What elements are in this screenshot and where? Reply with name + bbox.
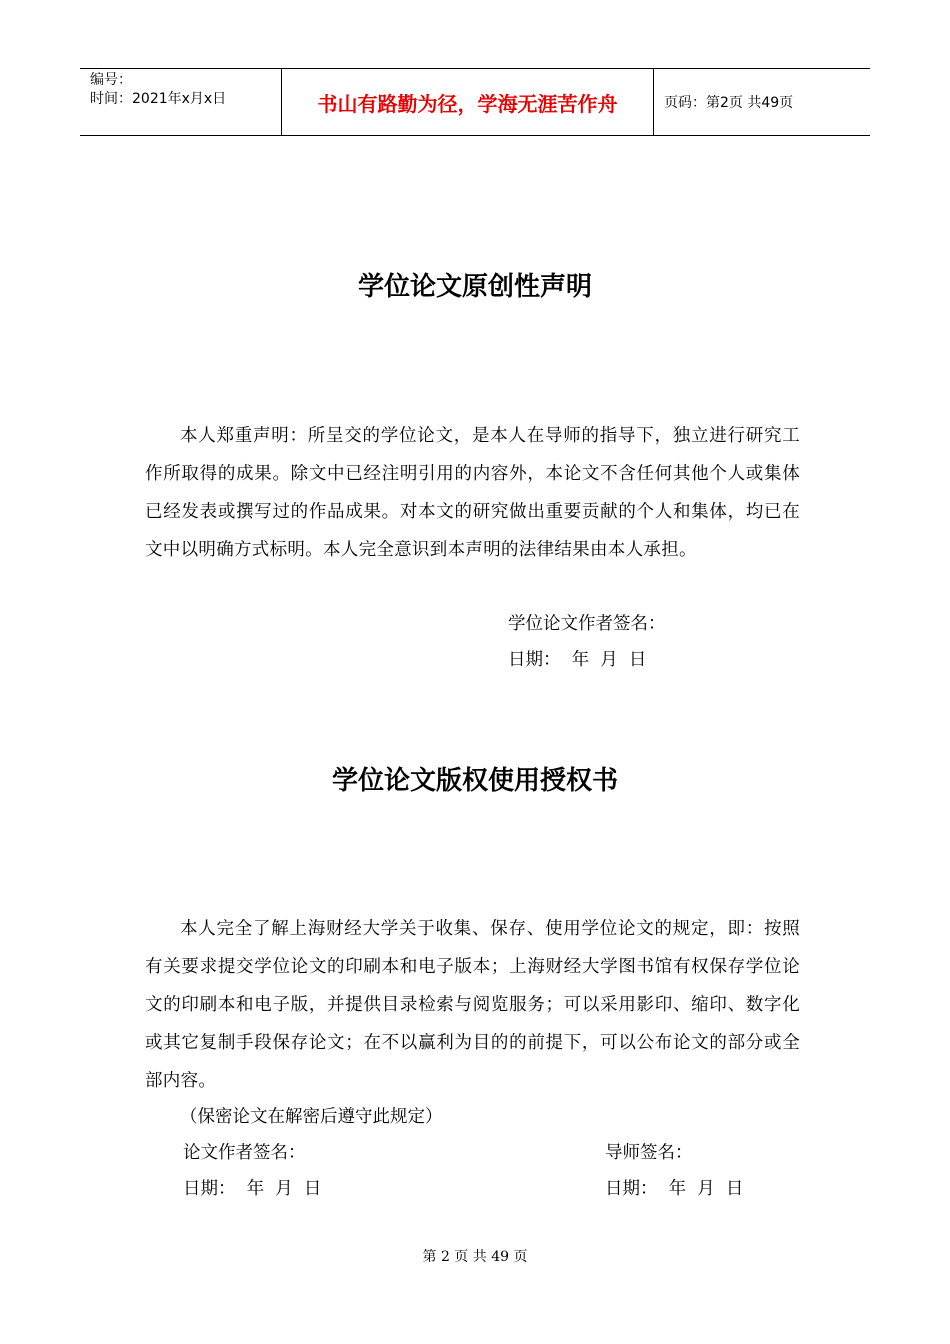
header-motto: 书山有路勤为径，学海无涯苦作舟 [317, 91, 618, 116]
header-page-info: 页码：第2页 共49页 [664, 95, 794, 111]
header-motto-cell [282, 69, 654, 135]
authorization-title: 学位论文版权使用授权书 [331, 766, 618, 796]
page-header [80, 68, 870, 136]
advisor-date-label: 日期： 年 月 日 [605, 1179, 744, 1199]
page-footer: 第 2 页 共 49 页 [422, 1249, 528, 1265]
header-page-cell [654, 69, 870, 135]
declaration-date-label: 日期： 年 月 日 [508, 650, 647, 670]
confidential-note: （保密论文在解密后遵守此规定） [180, 1107, 443, 1127]
advisor-signature-label: 导师签名： [605, 1143, 693, 1163]
declaration-body: 本人郑重声明：所呈交的学位论文，是本人在导师的指导下，独立进行研究工作所取得的成果。除文中已经注明引用的内容外，本论文不含任何其他个人或集体已经发表或撰写过的作品成果。对本文的研究做出重要贡献的个人和集体，均已在文中以明确方式标明。本人完全意识到本声明的法律结果由本人承担。 [145, 426, 800, 560]
time-label: 时间：2021年x月x日 [90, 91, 227, 107]
declaration-signature-label: 学位论文作者签名： [508, 614, 666, 634]
author-date-label: 日期： 年 月 日 [183, 1179, 322, 1199]
declaration-title: 学位论文原创性声明 [357, 272, 592, 302]
header-meta [80, 69, 282, 135]
authorization-body: 本人完全了解上海财经大学关于收集、保存、使用学位论文的规定，即：按照有关要求提交学位论文的印刷本和电子版本；上海财经大学图书馆有权保存学位论文的印刷本和电子版，并提供目录检索与阅览服务；可以采用影印、缩印、数字化或其它复制手段保存论文；在不以赢利为目的的前提下，可以公布论文的部分或全部内容。 [145, 919, 800, 1091]
author-signature-label: 论文作者签名： [183, 1143, 306, 1163]
number-label: 编号： [90, 72, 132, 88]
